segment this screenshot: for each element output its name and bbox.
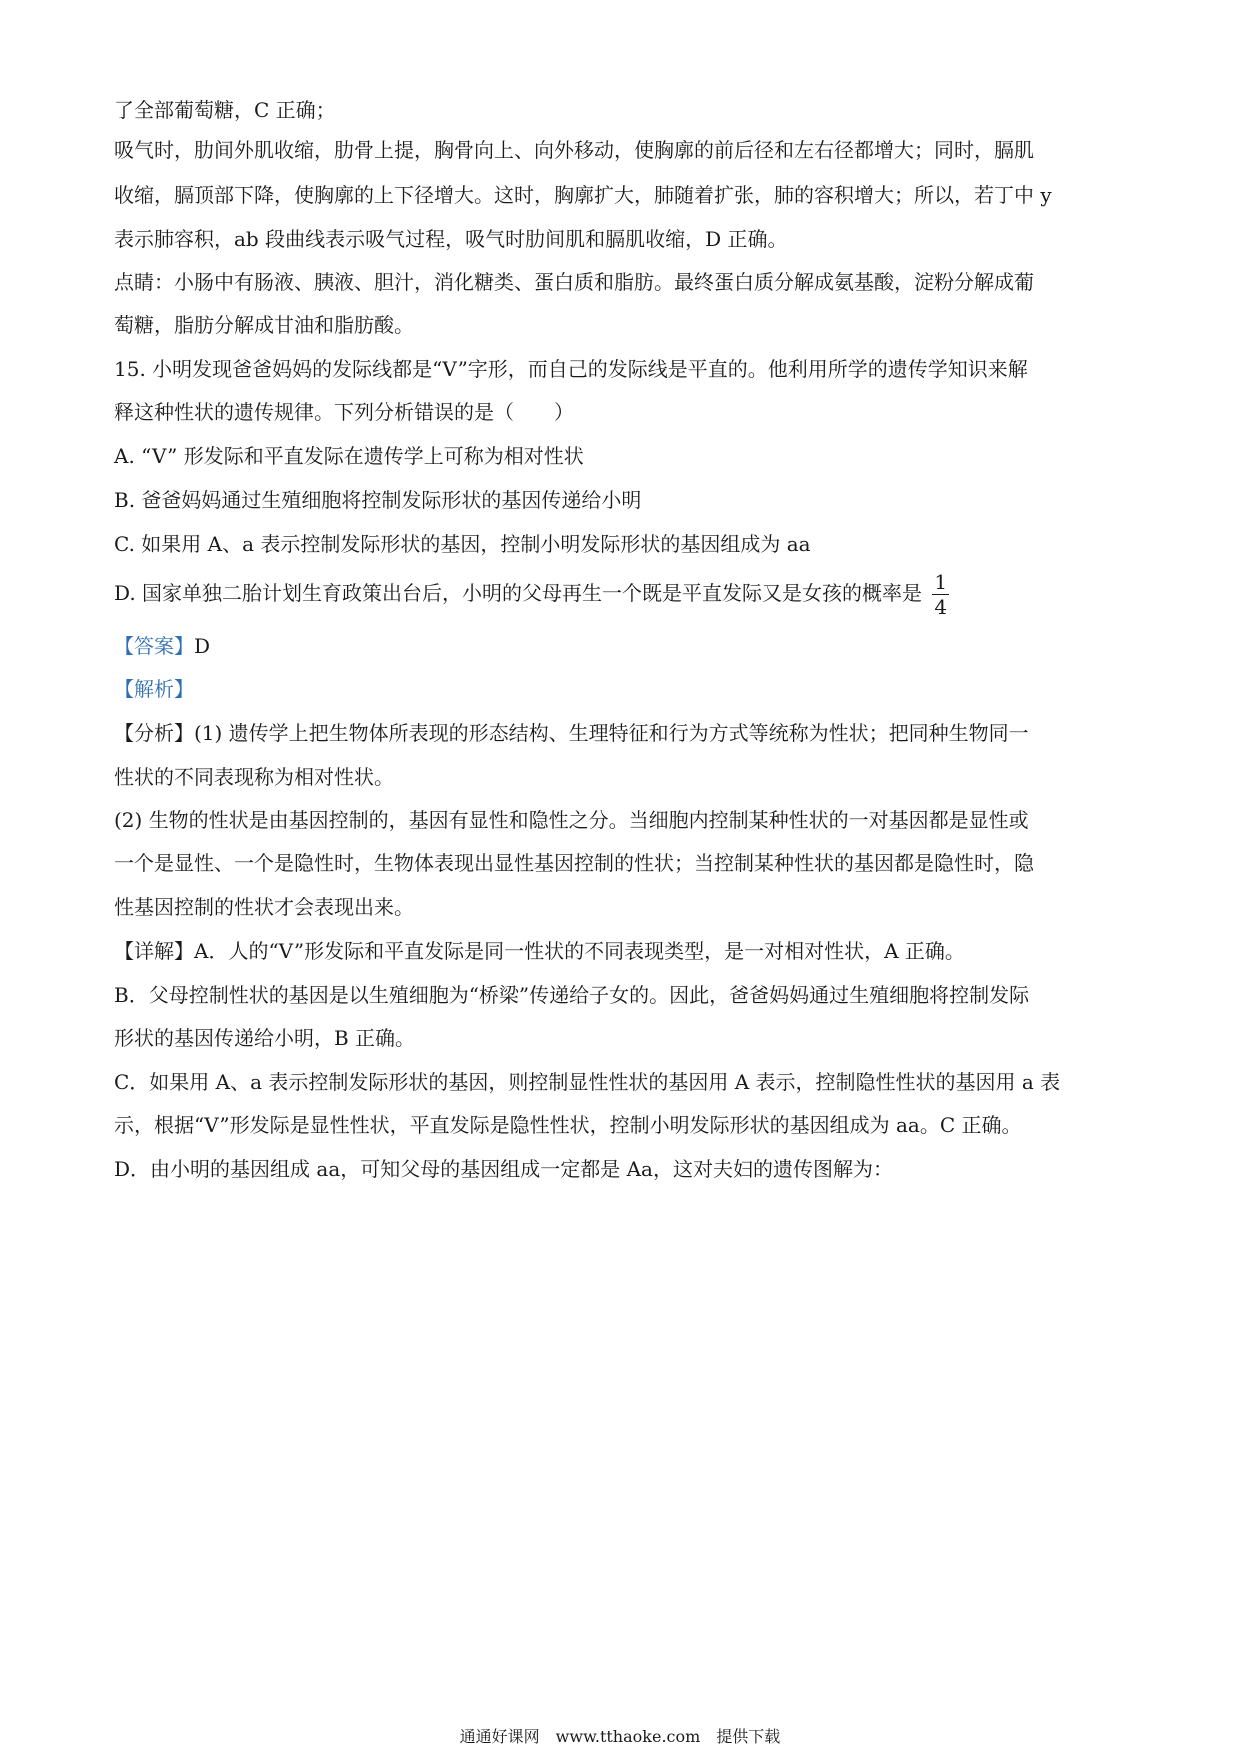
text-line: 收缩，膈顶部下降，使胸廓的上下径增大。这时，胸廓扩大，肺随着扩张，肺的容积增大；所以，若丁中 y — [114, 183, 1052, 207]
fraction-numerator: 1 — [934, 570, 948, 594]
option-c: C. 如果用 A、a 表示控制发际形状的基因，控制小明发际形状的基因组成为 aa — [114, 532, 811, 556]
detail-text: 示，根据“V”形发际是显性性状，平直发际是隐性性状，控制小明发际形状的基因组成为 aa。C 正确。 — [114, 1113, 1022, 1137]
answer-label: 【答案】 — [114, 634, 194, 658]
detail-text: 形状的基因传递给小明，B 正确。 — [114, 1026, 416, 1050]
detail-text: D．由小明的基因组成 aa，可知父母的基因组成一定都是 Aa，这对夫妇的遗传图解为： — [114, 1157, 893, 1181]
fraction-denominator: 4 — [934, 595, 948, 619]
option-a: A. “V” 形发际和平直发际在遗传学上可称为相对性状 — [114, 444, 584, 468]
text-line: 吸气时，肋间外肌收缩，肋骨上提，胸骨向上、向外移动，使胸廓的前后径和左右径都增大；同时，膈肌 — [114, 138, 1034, 162]
page-footer: 通通好课网 www.tthaoke.com 提供下载 — [459, 1727, 781, 1746]
analysis-text: 【分析】(1) 遗传学上把生物体所表现的形态结构、生理特征和行为方式等统称为性状；把同种生物同一 — [114, 721, 1029, 745]
question-stem: 15. 小明发现爸爸妈妈的发际线都是“V”字形，而自己的发际线是平直的。他利用所学的遗传学知识来解 — [114, 357, 1028, 381]
analysis-text: 一个是显性、一个是隐性时，生物体表现出显性基因控制的性状；当控制某种性状的基因都是隐性时，隐 — [114, 851, 1034, 875]
fraction — [932, 570, 949, 619]
detail-text: 【详解】A．人的“V”形发际和平直发际是同一性状的不同表现类型，是一对相对性状，A 正确。 — [114, 939, 965, 963]
analysis-heading: 【解析】 — [114, 677, 194, 701]
analysis-text: (2) 生物的性状是由基因控制的，基因有显性和隐性之分。当细胞内控制某种性状的一对基因都是显性或 — [114, 808, 1029, 832]
detail-text: B．父母控制性状的基因是以生殖细胞为“桥梁”传递给子女的。因此，爸爸妈妈通过生殖细胞将控制发际 — [114, 983, 1030, 1007]
analysis-text: 性基因控制的性状才会表现出来。 — [114, 895, 414, 919]
text-line: 萄糖，脂肪分解成甘油和脂肪酸。 — [114, 313, 414, 337]
text-line: 表示肺容积，ab 段曲线表示吸气过程，吸气时肋间肌和膈肌收缩，D 正确。 — [114, 227, 788, 251]
option-b: B. 爸爸妈妈通过生殖细胞将控制发际形状的基因传递给小明 — [114, 488, 642, 512]
answer-value: D — [194, 634, 211, 658]
text-line: 了全部葡萄糖，C 正确； — [114, 98, 336, 122]
detail-text: C．如果用 A、a 表示控制发际形状的基因，则控制显性性状的基因用 A 表示，控制隐性性状的基因用 a 表 — [114, 1070, 1061, 1094]
option-d — [114, 570, 949, 619]
text-line: 点睛：小肠中有肠液、胰液、胆汁，消化糖类、蛋白质和脂肪。最终蛋白质分解成氨基酸，淀粉分解成葡 — [114, 270, 1034, 294]
answer-line — [114, 632, 210, 660]
question-stem: 释这种性状的遗传规律。下列分析错误的是（ ） — [114, 400, 574, 424]
option-d-text: D. 国家单独二胎计划生育政策出台后，小明的父母再生一个既是平直发际又是女孩的概率是 — [114, 581, 923, 605]
analysis-text: 性状的不同表现称为相对性状。 — [114, 765, 394, 789]
